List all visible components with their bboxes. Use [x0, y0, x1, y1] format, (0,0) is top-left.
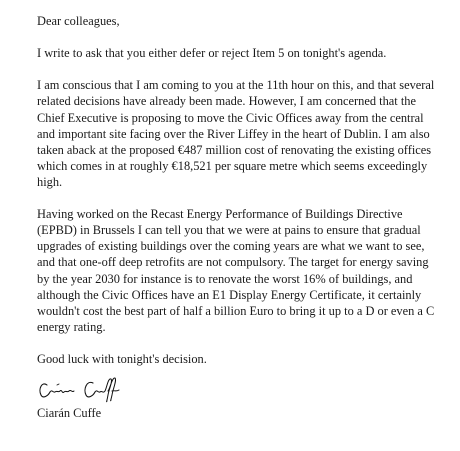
- paragraph-epbd: Having worked on the Recast Energy Performance of Buildings Directive (EPBD) in Brussels I can tell you that we were at pains to ensure that gradual upgrades of existing buildings over the coming years are what we want to see, and that one-off deep retrofits are not compulsory. The target for energy saving by the year 2030 for instance is to renovate the worst 16% of buildings, and although the Civic Offices have an E1 Display Energy Certificate, it certainly wouldn't cost the best part of half a billion Euro to bring it up to a D or even a C energy rating.: [37, 207, 435, 334]
- paragraph-request: I write to ask that you either defer or reject Item 5 on tonight's agenda.: [37, 46, 387, 61]
- salutation: Dear colleagues,: [37, 14, 120, 28]
- closing-line: Good luck with tonight's decision.: [37, 351, 207, 366]
- handwritten-signature: [37, 373, 137, 403]
- signature-block: [37, 373, 137, 421]
- paragraph-concern: I am conscious that I am coming to you at the 11th hour on this, and that several related decisions have already been made. However, I am concerned that the Chief Executive is proposing to move the Civic Offices away from the central and important site facing over the River Liffey in the heart of Dublin. I am also taken aback at the proposed €487 million cost of renovating the existing offices which comes in at roughly €18,521 per square metre which seems exceedingly high.: [37, 78, 435, 189]
- signer-name: Ciarán Cuffe: [37, 406, 102, 420]
